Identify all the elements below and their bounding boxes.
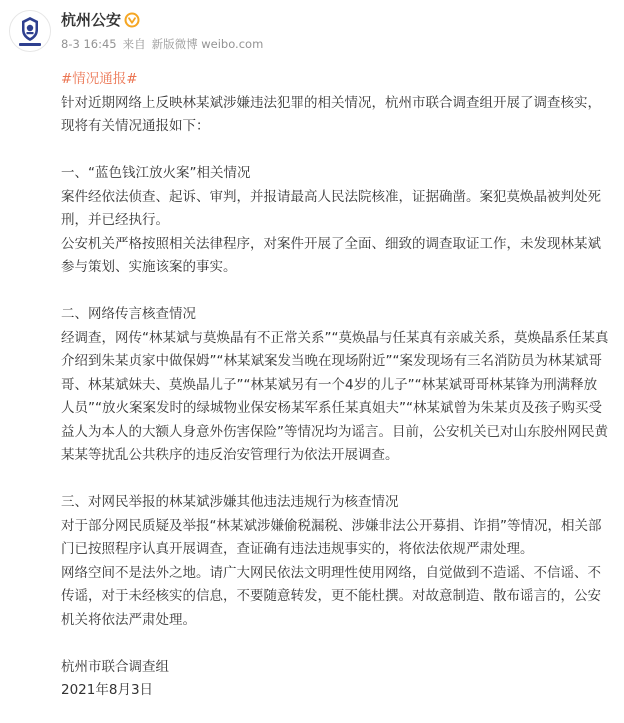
section-heading-2: 二、网络传言核查情况	[61, 306, 196, 322]
section-2-paragraph-1: 经调查，网传“林某斌与莫焕晶有不正常关系”“莫焕晶与任某真有亲戚关系，莫焕晶系任某真介绍到朱某贞家中做保姆”“林某斌案发当晚在现场附近”“案发现场有三名消防员为林某斌哥哥、林某斌妹夫、莫焕晶儿子”“林某斌另有一个4岁的儿子”“林某斌哥哥林某锋为刑满释放人员”“放火案案发时的绿城物业保安杨某军系任某真姐夫”“林某斌曾为朱某贞及孩子购买受益人为本人的大额人身意外伤害保险”等情况均为谣言。目前，公安机关已对山东胶州网民黄某某等扰乱公共秩序的违反治安管理行为依法开展调查。	[61, 329, 609, 463]
blank-line	[61, 468, 609, 492]
hashtag-link[interactable]: #情况通报#	[61, 71, 138, 87]
section-heading-1: 一、“蓝色钱江放火案”相关情况	[61, 165, 251, 181]
section-heading-3: 三、对网民举报的林某斌涉嫌其他违法违规行为核查情况	[61, 494, 399, 510]
verified-badge-icon	[124, 12, 140, 28]
section-3-paragraph-2: 网络空间不是法外之地。请广大网民依法文明理性使用网络，自觉做到不造谣、不信谣、不传谣，对于未经核实的信息，不要随意转发，更不能杜撰。对故意制造、散布谣言的，公安机关将依法严肃处理。	[61, 564, 601, 628]
source-prefix: 来自	[122, 37, 146, 51]
account-name[interactable]: 杭州公安	[61, 11, 122, 29]
blank-line	[61, 280, 609, 304]
police-emblem-icon	[10, 11, 50, 51]
section-1-paragraph-2: 公安机关严格按照相关法律程序，对案件开展了全面、细致的调查取证工作，未发现林某斌参与策划、实施该案的事实。	[61, 235, 601, 275]
blank-line	[61, 632, 609, 656]
post-date: 2021年8月3日	[61, 682, 154, 698]
blank-line	[61, 139, 609, 163]
post-source[interactable]: 新版微博 weibo.com	[151, 37, 264, 51]
post-header	[0, 0, 624, 70]
section-3-paragraph-1: 对于部分网民质疑及举报“林某斌涉嫌偷税漏税、涉嫌非法公开募捐、诈捐”等情况，相关部门已按照程序认真开展调查，查证确有违法违规事实的，将依法依规严肃处理。	[61, 517, 602, 557]
section-1-paragraph-1: 案件经依法侦查、起诉、审判，并报请最高人民法院核准，证据确凿。案犯莫焕晶被判处死刑，并已经执行。	[61, 188, 601, 228]
intro-paragraph: 针对近期网络上反映林某斌涉嫌违法犯罪的相关情况，杭州市联合调查组开展了调查核实，现将有关情况通报如下：	[61, 94, 601, 134]
post-meta	[61, 36, 269, 52]
signature: 杭州市联合调查组	[61, 658, 169, 675]
post-timestamp[interactable]: 8-3 16:45	[61, 37, 117, 51]
avatar[interactable]	[9, 10, 51, 52]
post-content	[61, 68, 609, 703]
